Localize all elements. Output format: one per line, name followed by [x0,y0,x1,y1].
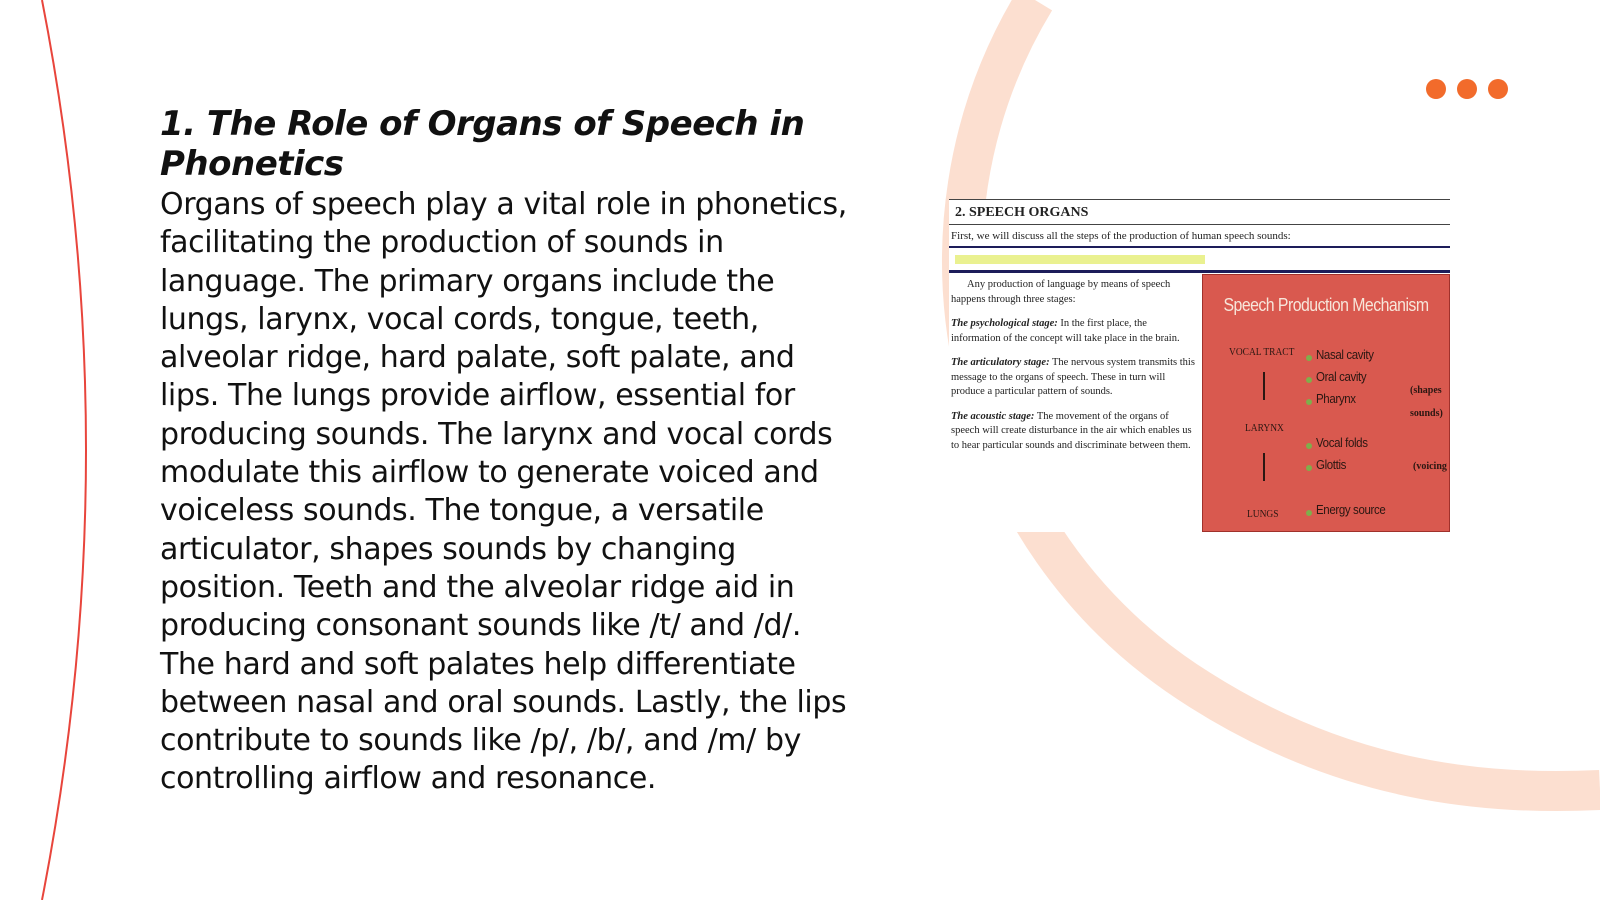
decorative-dots [1426,79,1508,99]
figure-heading: 2. SPEECH ORGANS [949,199,1450,225]
stage-articulatory: The articulatory stage: The nervous system transmits this message to the organs of speech. These in turn will produce a particular pattern of sounds. [951,357,1195,397]
bullet-icon [1306,355,1312,361]
item-pharynx: Pharynx [1316,392,1356,406]
figure-stages-text [951,278,1195,463]
side-note-voicing: (voicing [1413,461,1447,472]
label-larynx: LARYNX [1245,423,1284,434]
bullet-icon [1306,510,1312,516]
dot-icon [1457,79,1477,99]
stage-psychological: The psychological stage: In the first place, the information of the concept will take place in the brain. [951,318,1180,344]
side-note-shapes: (shapes [1410,385,1442,396]
dot-icon [1426,79,1446,99]
panel-title: Speech Production Mechanism [1223,295,1429,315]
item-glottis: Glottis [1316,458,1347,472]
figure-paragraph: Any production of language by means of speech happens through three stages: [951,279,1171,305]
arrow-icon [1263,372,1265,400]
bullet-icon [1306,465,1312,471]
speech-organs-figure [949,199,1450,532]
stage-acoustic: The acoustic stage: The movement of the organs of speech will create disturbance in the air which enables us to hear particular sounds and discriminate between them. [951,410,1192,451]
label-lungs: LUNGS [1247,509,1279,520]
left-curve-line [42,0,86,900]
figure-subheading-bar [949,246,1450,273]
slide-title: 1. The Role of Organs of Speech in Phonetics [160,104,805,184]
item-vocal-folds: Vocal folds [1316,436,1368,450]
side-note-sounds: sounds) [1410,408,1443,419]
speech-production-panel [1202,274,1450,532]
label-vocal-tract: VOCAL TRACT [1229,347,1295,358]
item-nasal-cavity: Nasal cavity [1316,348,1374,362]
item-energy-source: Energy source [1316,503,1386,517]
dot-icon [1488,79,1508,99]
figure-intro: First, we will discuss all the steps of the production of human speech sounds: [951,230,1291,242]
arrow-icon [1263,453,1265,481]
item-oral-cavity: Oral cavity [1316,370,1367,384]
bullet-icon [1306,443,1312,449]
figure-subheading [955,255,1205,264]
bullet-icon [1306,377,1312,383]
slide-body-text: Organs of speech play a vital role in phonetics, facilitating the production of sounds in language. The primary organs include the lungs, larynx, vocal cords, tongue, teeth, alveolar ridge, hard palate, soft palate, and lips. The lungs provide airflow, essential for producing sounds. The larynx and vocal cords modulate this airflow to generate voiced and voiceless sounds. The tongue, a versatile articulator, shapes sounds by changing position. Teeth and the alveolar ridge aid in producing consonant sounds like /t/ and /d/. The hard and soft palates help differentiate between nasal and oral sounds. Lastly, the lips contribute to sounds like /p/, /b/, and /m/ by controlling airflow and resonance. [160,187,847,797]
bullet-icon [1306,399,1312,405]
